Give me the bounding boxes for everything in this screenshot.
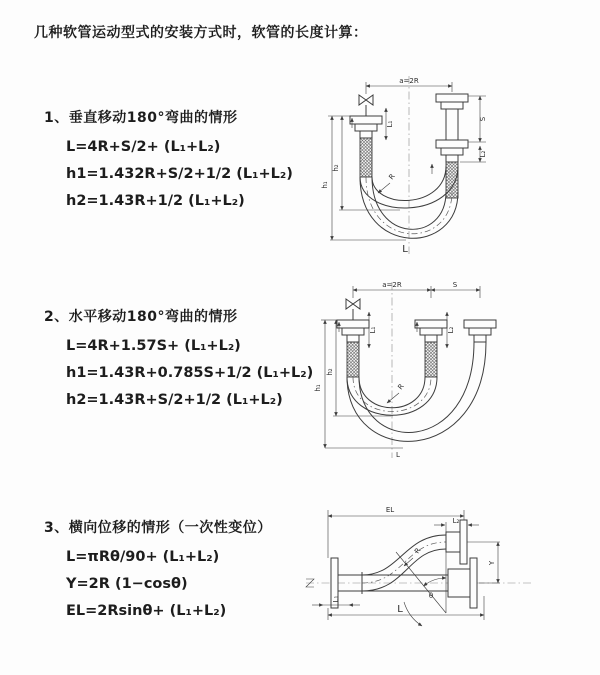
section-horizontal-180 — [44, 306, 313, 414]
formula-Y: Y=2R (1−cosθ) — [66, 576, 188, 592]
dim-label-r: R — [387, 172, 397, 182]
formula-h2: h2=1.43R+S/2+1/2 (L₁+L₂) — [66, 392, 283, 408]
page-title: 几种软管运动型式的安装方式时，软管的长度计算： — [34, 25, 368, 41]
section-lateral-displacement — [44, 517, 272, 625]
dim-label-l2: L₂ — [447, 326, 455, 334]
formula-h1: h1=1.43R+0.785S+1/2 (L₁+L₂) — [66, 365, 314, 381]
section-heading: 3、横向位移的情形（一次性变位） — [44, 520, 272, 536]
dim-label-a2r: a=2R — [382, 281, 402, 289]
right-dimensions — [460, 96, 487, 162]
diagram-horizontal-180-bend — [303, 276, 598, 468]
dim-label-theta: θ — [428, 592, 434, 600]
dim-label-el: EL — [385, 506, 395, 514]
dim-label-h2: h₂ — [326, 368, 334, 376]
l2-dimension — [434, 517, 479, 532]
dim-label-l: L — [402, 244, 408, 255]
dim-label-l2: L₂ — [452, 517, 460, 525]
dim-label-a2r: a=2R — [399, 77, 419, 85]
formula-L: L=πRθ/90+ (L₁+L₂) — [66, 549, 220, 565]
dim-label-h1: h₁ — [321, 181, 329, 189]
dim-label-l1: L₁ — [369, 326, 377, 334]
formula-h1: h1=1.432R+S/2+1/2 (L₁+L₂) — [66, 166, 293, 182]
l1-dimension — [369, 312, 377, 348]
dim-label-l: L — [396, 451, 400, 459]
top-dimension — [366, 77, 452, 94]
formula-L: L=4R+1.57S+ (L₁+L₂) — [66, 338, 241, 354]
dim-label-h1: h₁ — [314, 384, 322, 392]
dim-label-s: S — [452, 281, 458, 289]
dim-label-l1: L₁ — [332, 595, 340, 603]
angle-construction — [396, 544, 446, 626]
middle-pipe-fitting — [415, 320, 447, 377]
hose-u-curves — [347, 342, 486, 441]
left-pipe-fitting — [337, 320, 369, 377]
formula-L: L=4R+S/2+ (L₁+L₂) — [66, 139, 221, 155]
dim-label-l: L — [397, 604, 403, 615]
braided-hose-section — [425, 342, 437, 377]
dim-label-h2: h₂ — [332, 164, 340, 172]
left-pipe-fitting — [350, 116, 382, 177]
dim-label-r: R — [413, 546, 423, 556]
section-heading: 1、垂直移动180°弯曲的情形 — [44, 110, 238, 126]
el-dimension — [328, 506, 464, 558]
valve-icon — [359, 95, 373, 116]
dim-label-s: S — [479, 116, 487, 122]
right-pipe-fitting — [436, 94, 468, 198]
dim-label-l2: L₂ — [479, 150, 487, 158]
dim-label-l1: L₁ — [386, 120, 394, 128]
dim-label-y: Y — [488, 560, 496, 566]
dim-label-r: R — [396, 382, 406, 392]
formula-h2: h2=1.43R+1/2 (L₁+L₂) — [66, 193, 245, 209]
radius-leader — [378, 172, 397, 193]
section-heading: 2、水平移动180°弯曲的情形 — [44, 309, 238, 325]
l1-dimension — [386, 108, 394, 140]
diagram-lateral-displacement — [298, 496, 600, 650]
braided-hose-section — [347, 342, 359, 377]
diagram-vertical-180-bend — [308, 70, 598, 262]
l2-dimension — [447, 312, 455, 348]
formula-EL: EL=2Rsinθ+ (L₁+L₂) — [66, 603, 227, 619]
radius-leader — [387, 382, 406, 403]
shifted-pipe-fitting — [464, 320, 496, 342]
section-vertical-180 — [44, 107, 293, 215]
top-dimension — [353, 281, 480, 298]
valve-icon — [346, 299, 360, 320]
braided-hose-section — [360, 138, 372, 177]
